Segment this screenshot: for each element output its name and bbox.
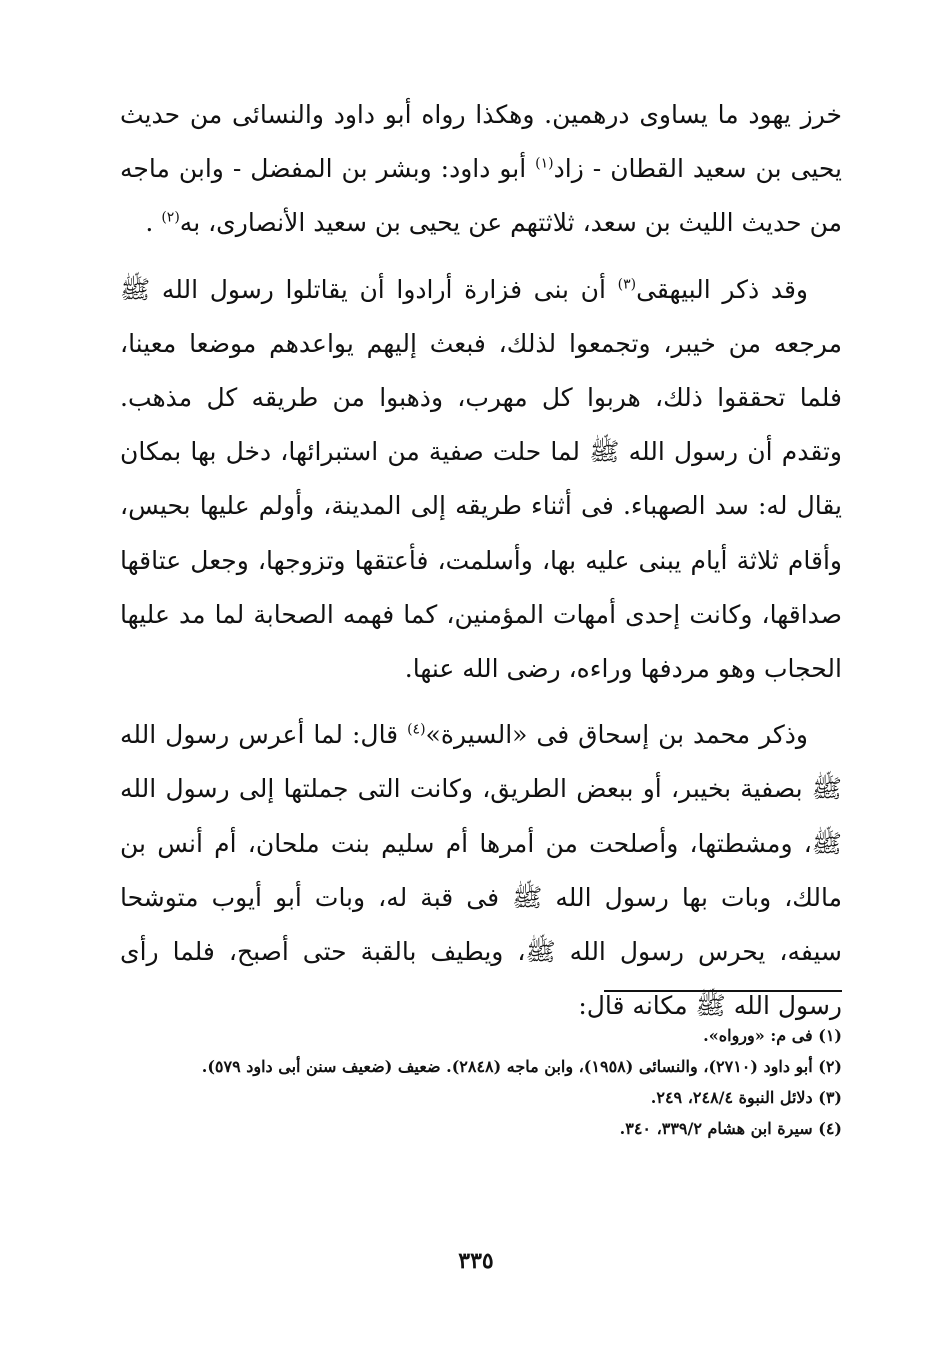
footnote-2: (٢) أبو داود (٢٧١٠)، والنسائى (١٩٥٨)، وابن ماجه (٢٨٤٨). ضعيف (ضعيف سنن أبى داود ٥٧٩). xyxy=(201,1057,842,1076)
main-text xyxy=(120,88,842,1033)
footnote-marker: (٣) xyxy=(617,276,637,293)
text-run: أبو داود: وبشر بن المفضل - وابن ماجه من حديث الليث بن سعد، ثلاثتهم عن يحيى بن سعيد الأنصارى، به xyxy=(120,154,842,238)
paragraph-2 xyxy=(120,263,842,697)
paragraph-3 xyxy=(120,708,842,1033)
footnote-marker: (٤) xyxy=(407,721,426,738)
text-run: أن بنى فزارة أرادوا أن يقاتلوا رسول الله ﷺ مرجعه من خيبر، وتجمعوا لذلك، فبعث إليهم يواعدهم موضعا معينا، فلما تحققوا ذلك، هربوا كل مهرب، وذهبوا من طريقه كل مذهب. وتقدم أن رسول الله ﷺ لما حلت صفية من استبرائها، دخل بها بمكان يقال له: سد الصهباء. فى أثناء طريقه إلى المدينة، وأولم عليها بحيس، وأقام ثلاثة أيام يبنى عليه بها، وأسلمت، فأعتقها وتزوجها، وجعل عتاقها صداقها، وكانت إحدى أمهات المؤمنين، كما فهمه الصحابة لما مد عليها الحجاب وهو مردفها وراءه، رضى الله عنها. xyxy=(120,274,842,684)
page-number: ٣٣٥ xyxy=(458,1248,494,1274)
text-run: وقد ذكر البيهقى xyxy=(636,274,809,304)
text-run: وذكر محمد بن إسحاق فى «السيرة» xyxy=(425,720,808,750)
footnotes xyxy=(120,1020,842,1144)
footnote-3: (٣) دلائل النبوة ٢٤٨/٤، ٢٤٩. xyxy=(650,1088,842,1107)
footnote-4: (٤) سيرة ابن هشام ٣٣٩/٢، ٣٤٠. xyxy=(619,1119,842,1138)
footnote-marker: (٢) xyxy=(161,210,180,227)
text-run: . xyxy=(145,208,162,238)
paragraph-1 xyxy=(120,88,842,251)
text-run: قال: لما أعرس رسول الله ﷺ بصفية بخيبر، أو ببعض الطريق، وكانت التى جملتها إلى رسول الله ﷺ، ومشطتها، وأصلحت من أمرها أم سليم بنت ملحان، أم أنس بن مالك، وبات بها رسول الله ﷺ فى قبة له، وبات أبو أيوب متوشحا سيفه، يحرس رسول الله ﷺ، ويطيف بالقبة حتى أصبح، فلما رأى رسول الله ﷺ مكانه قال: xyxy=(120,720,842,1021)
footnote-1: (١) فى م: «ورواه». xyxy=(703,1026,842,1045)
footnote-separator xyxy=(604,990,842,992)
footnote-marker: (١) xyxy=(535,155,554,172)
text-run: خرز يهود ما يساوى درهمين. وهكذا رواه أبو داود والنسائى من حديث يحيى بن سعيد القطان - زاد xyxy=(120,100,843,184)
